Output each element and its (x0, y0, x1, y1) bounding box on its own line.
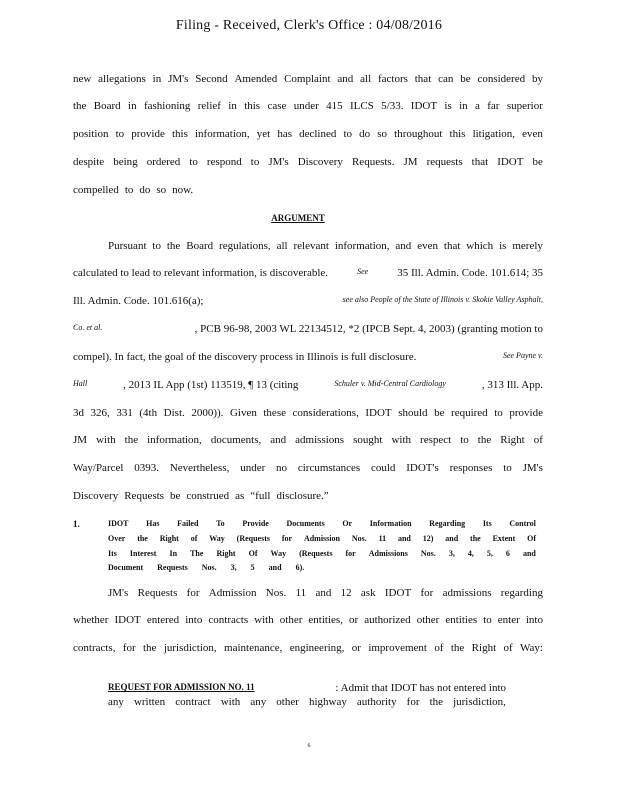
request-text: : Admit that IDOT has not entered into (335, 682, 506, 694)
case-name: Schuler v. Mid-Central Cardiology (334, 379, 446, 388)
page-number: 6 (307, 743, 311, 749)
request-label: REQUEST FOR ADMISSION NO. 11 (108, 682, 255, 692)
request-line: any written contract with any other highway authority for the jurisdiction, (108, 696, 506, 708)
body-line: Discovery Requests be construed as “full disclosure.” (73, 490, 329, 502)
body-line: 3d 326, 331 (4th Dist. 2000)). Given these considerations, IDOT should be required to provide (73, 407, 543, 419)
body-line (73, 295, 543, 307)
text-run: , 2013 IL App (1st) 113519, ¶ 13 (citing (123, 379, 299, 391)
text-run: compel). In fact, the goal of the discovery process in Illinois is full disclosure. (73, 351, 417, 363)
point-heading-line: Document Requests Nos. 3, 5 and 6). (108, 563, 305, 572)
body-line: position to provide this information, yet has declined to do so throughout this litigation, even (73, 128, 543, 140)
point-heading-line: IDOT Has Failed To Provide Documents Or Information Regarding Its Control (108, 519, 536, 528)
text-run: Ill. Admin. Code. 101.616(a); (73, 295, 204, 307)
body-line (73, 351, 543, 363)
point-heading-line: Its Interest In The Right Of Way (Requests for Admissions Nos. 3, 4, 5, 6 and (108, 549, 536, 558)
body-line (73, 267, 543, 279)
body-line: JM's Requests for Admission Nos. 11 and 12 ask IDOT for admissions regarding (108, 587, 543, 599)
filing-stamp: Filing - Received, Clerk's Office : 04/08/2016 (175, 18, 443, 33)
section-heading: ARGUMENT (271, 213, 325, 223)
body-line: whether IDOT entered into contracts with other entities, or authorized other entities to enter into (73, 614, 543, 626)
text-run: 35 Ill. Admin. Code. 101.614; 35 (397, 267, 543, 279)
body-line: contracts, for the jurisdiction, maintenance, engineering, or improvement of the Right of Way: (73, 642, 543, 654)
case-name: See Payne v. (502, 351, 543, 360)
body-line: despite being ordered to respond to JM's Discovery Requests. JM requests that IDOT be (73, 156, 543, 168)
text-run: , PCB 96-98, 2003 WL 22134512, *2 (IPCB Sept. 4, 2003) (granting motion to (194, 323, 543, 335)
body-line: compelled to do so now. (73, 184, 194, 196)
case-name: Co. et al. (73, 323, 103, 332)
point-heading-line: Over the Right of Way (Requests for Admission Nos. 11 and 12) and the Extent Of (108, 534, 536, 543)
body-line: new allegations in JM's Second Amended Complaint and all factors that can be considered by (73, 73, 543, 85)
request-line (108, 682, 506, 694)
text-run: , 313 Ill. App. (481, 379, 543, 391)
body-line: Pursuant to the Board regulations, all relevant information, and even that which is merely (108, 240, 543, 252)
case-name: Hall (73, 379, 88, 388)
citation-signal: See (357, 267, 369, 276)
body-line: the Board in fashioning relief in this case under 415 ILCS 5/33. IDOT is in a far superior (73, 100, 543, 112)
body-line: JM with the information, documents, and admissions sought with respect to the Right of (73, 434, 543, 446)
body-line (73, 323, 543, 335)
body-line (73, 379, 543, 391)
body-line: Way/Parcel 0393. Nevertheless, under no circumstances could IDOT's responses to JM's (73, 462, 543, 474)
text-run: calculated to lead to relevant information, is discoverable. (73, 267, 329, 279)
case-name: see also People of the State of Illinois v. Skokie Valley Asphalt, (342, 295, 543, 304)
point-number: 1. (73, 519, 80, 529)
